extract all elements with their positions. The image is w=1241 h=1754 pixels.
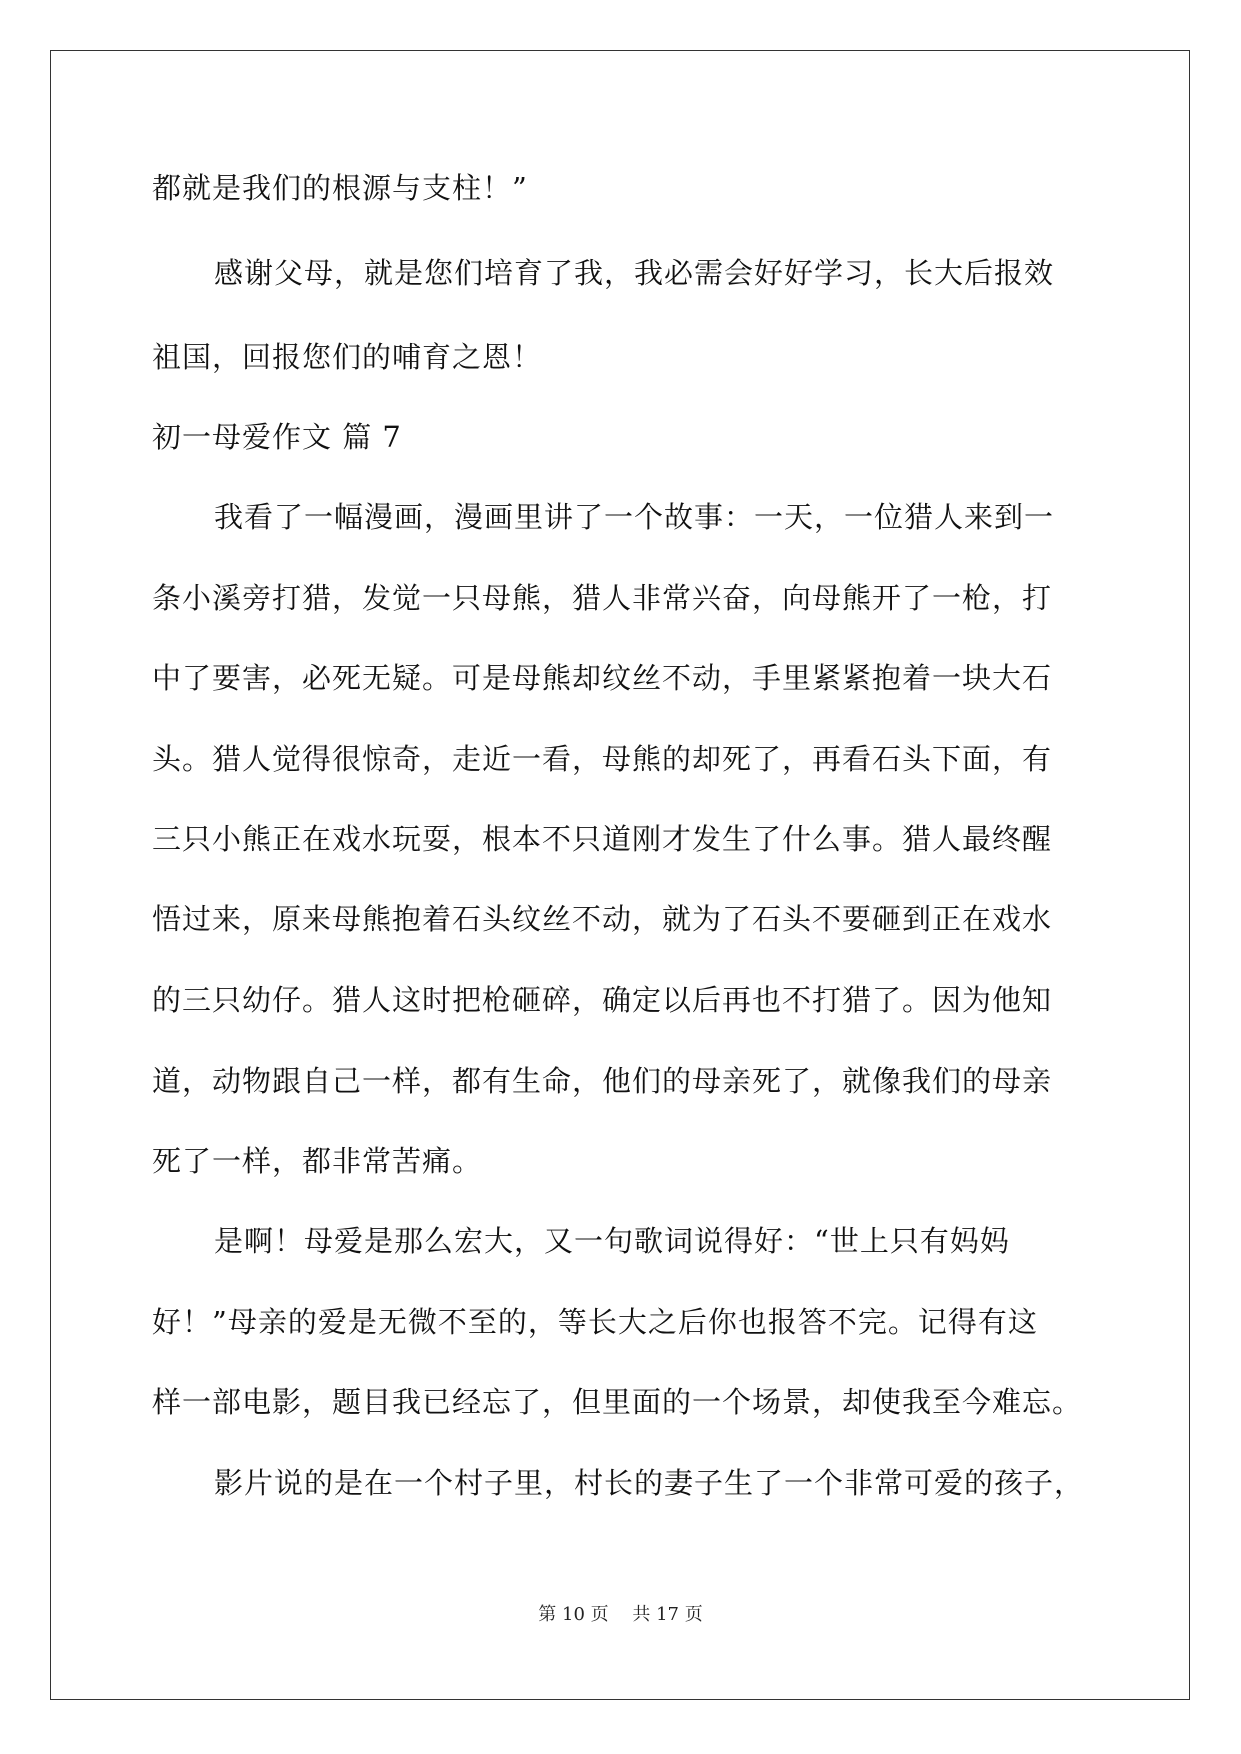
- paragraph-line: 条小溪旁打猎，发觉一只母熊，猎人非常兴奋，向母熊开了一枪，打: [152, 581, 1053, 615]
- paragraph-line: 的三只幼仔。猎人这时把枪砸碎，确定以后再也不打猎了。因为他知: [152, 983, 1053, 1017]
- paragraph-line: 好！”母亲的爱是无微不至的，等长大之后你也报答不完。记得有这: [152, 1305, 1038, 1339]
- paragraph-line: 三只小熊正在戏水玩耍，根本不只道刚才发生了什么事。猎人最终醒: [152, 822, 1053, 856]
- paragraph-line: 头。猎人觉得很惊奇，走近一看，母熊的却死了，再看石头下面，有: [152, 742, 1053, 776]
- paragraph-line: 中了要害，必死无疑。可是母熊却纹丝不动，手里紧紧抱着一块大石: [152, 661, 1053, 695]
- paragraph-line: 道，动物跟自己一样，都有生命，他们的母亲死了，就像我们的母亲: [152, 1064, 1053, 1098]
- paragraph-line: 都就是我们的根源与支柱！”: [152, 171, 528, 205]
- page-number: 第 10 页 共 17 页: [538, 1604, 703, 1625]
- paragraph-line: 是啊！母爱是那么宏大，又一句歌词说得好：“世上只有妈妈: [214, 1224, 1010, 1258]
- paragraph-line: 死了一样，都非常苦痛。: [152, 1144, 483, 1178]
- section-heading: 初一母爱作文 篇 7: [152, 420, 402, 454]
- page-border: [50, 50, 1190, 1700]
- paragraph-line: 悟过来，原来母熊抱着石头纹丝不动，就为了石头不要砸到正在戏水: [152, 902, 1053, 936]
- paragraph-line: 祖国，回报您们的哺育之恩！: [152, 340, 543, 374]
- paragraph-line: 感谢父母，就是您们培育了我，我必需会好好学习，长大后报效: [214, 256, 1055, 290]
- paragraph-line: 我看了一幅漫画，漫画里讲了一个故事：一天，一位猎人来到一: [214, 500, 1055, 534]
- paragraph-line: 影片说的是在一个村子里，村长的妻子生了一个非常可爱的孩子，: [214, 1466, 1085, 1500]
- paragraph-line: 样一部电影，题目我已经忘了，但里面的一个场景，却使我至今难忘。: [152, 1385, 1083, 1419]
